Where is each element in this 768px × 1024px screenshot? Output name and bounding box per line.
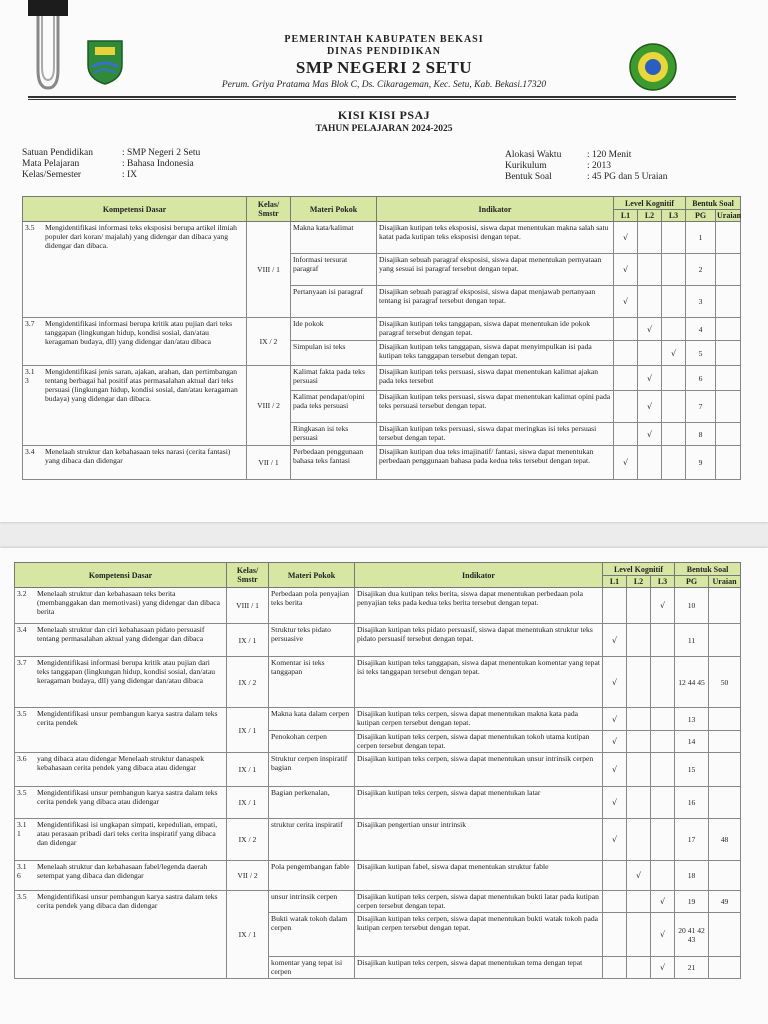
level-l3-cell (651, 588, 675, 624)
kompetensi-dasar-cell (23, 222, 247, 318)
level-l2-cell (638, 254, 662, 286)
level-l2-cell (627, 861, 651, 891)
pg-cell: 20 41 42 43 (675, 913, 709, 957)
header-l1: L1 (614, 210, 638, 222)
grid-table-1 (22, 196, 741, 480)
header-materi-pokok: Materi Pokok (291, 197, 377, 222)
pg-cell: 21 (675, 957, 709, 979)
indikator-cell: Disajikan kutipan teks cerpen, siswa dapat menentukan latar (355, 787, 603, 819)
level-l1-cell (614, 222, 638, 254)
department-name: DINAS PENDIDIKAN (326, 46, 442, 57)
check-mark-icon: √ (646, 324, 653, 334)
header-l3: L3 (662, 210, 686, 222)
academic-year: TAHUN PELAJARAN 2024-2025 (315, 124, 453, 134)
materi-cell: Bagian perkenalan, (269, 787, 355, 819)
level-l2-cell (627, 657, 651, 708)
header-divider-thin (28, 99, 736, 100)
indikator-cell: Disajikan kutipan teks tanggapan, siswa dapat menentukan ide pokok paragraf tersebut dengan tepat. (377, 318, 614, 341)
table-row (23, 446, 741, 480)
kd-text: Mengidentifikasi informasi berupa kritik atau pujian dari teks tanggapan (lingkungan hidup, kondisi sosial, dan/atau keragaman budaya, dll) yang didengar dan/atau dibaca (45, 319, 233, 346)
kd-text: Menelaah struktur dan kebahasaan fabel/legenda daerah setempat yang dibaca dan didengar (37, 862, 208, 880)
indikator-cell: Disajikan kutipan teks eksposisi, siswa dapat menentukan makna salah satu katat pada kutipan teks eksposisi dengan tepat. (377, 222, 614, 254)
header-indikator: Indikator (355, 563, 603, 588)
kd-text: Mengidentifikasi unsur pembangun karya sastra dalam teks cerita pendek (37, 709, 218, 727)
uraian-cell: 49 (709, 891, 741, 913)
level-l3-cell (662, 391, 686, 423)
meta-key: Alokasi Waktu (505, 150, 562, 160)
table-row (15, 787, 741, 819)
uraian-cell (709, 731, 741, 753)
uraian-cell (709, 753, 741, 787)
uraian-cell (716, 423, 741, 446)
level-l2-cell (627, 708, 651, 731)
header-kompetensi-dasar: Kompetensi Dasar (15, 563, 227, 588)
indikator-cell: Disajikan kutipan teks cerpen, siswa dapat menentukan makna kata pada kutipan cerpen tersebut dengan tepat. (355, 708, 603, 731)
materi-cell: Simpulan isi teks (291, 341, 377, 366)
uraian-cell (709, 588, 741, 624)
meta-value: : SMP Negeri 2 Setu (122, 148, 201, 158)
kelas-cell: IX / 1 (227, 708, 269, 753)
level-l1-cell (603, 731, 627, 753)
indikator-cell: Disajikan kutipan teks tanggapan, siswa dapat menentukan komentar yang tepat isi teks tanggapan tersebut dengan tepat. (355, 657, 603, 708)
level-l2-cell (627, 819, 651, 861)
pg-cell: 2 (686, 254, 716, 286)
level-l3-cell (651, 708, 675, 731)
level-l3-cell (651, 819, 675, 861)
kd-text: yang dibaca atau didengar Menelaah struktur danaspek kebahasaan cerita pendek yang dibaca atau didengar (37, 754, 204, 772)
kelas-cell: IX / 1 (227, 624, 269, 657)
indikator-cell: Disajikan kutipan teks persuasi, siswa dapat meringkas isi teks persuasi tersebut dengan tepat. (377, 423, 614, 446)
check-mark-icon: √ (646, 402, 653, 411)
level-l1-cell (614, 446, 638, 480)
header-divider (28, 96, 736, 98)
level-l3-cell (662, 222, 686, 254)
materi-cell: Penokohan cerpen (269, 731, 355, 753)
materi-cell: Informasi tersurat paragraf (291, 254, 377, 286)
kompetensi-dasar-cell (23, 446, 247, 480)
kompetensi-dasar-cell (15, 861, 227, 891)
meta-key: Bentuk Soal (505, 172, 552, 182)
materi-cell: Kalimat fakta pada teks persuasi (291, 366, 377, 391)
pg-cell: 14 (675, 731, 709, 753)
check-mark-icon: √ (659, 897, 666, 906)
uraian-cell (716, 286, 741, 318)
header-l3: L3 (651, 576, 675, 588)
header-uraian: Uraian (717, 211, 742, 220)
kd-text: Mengidentifikasi unsur pembangun karya sastra dalam teks cerita pendek yang dibaca atau didengar (37, 788, 218, 806)
materi-cell: Komentar isi teks tanggapan (269, 657, 355, 708)
pg-cell: 7 (686, 391, 716, 423)
meta-value: : Bahasa Indonesia (122, 159, 194, 169)
kd-number: 3.1 1 (17, 820, 27, 838)
materi-cell: Struktur cerpen inspiratif bagian (269, 753, 355, 787)
kd-text: Mengidentifikasi isi ungkapan simpati, kepedulian, empati, atau perasaan pribadi dari teks cerita inspiratif yang dibaca dan didengar (37, 820, 218, 847)
indikator-cell: Disajikan kutipan teks pidato persuasif, siswa dapat menentukan struktur teks pidato persuasif tersebut dengan tepat. (355, 624, 603, 657)
kd-number: 3.4 (17, 625, 27, 634)
pg-cell: 1 (686, 222, 716, 254)
check-mark-icon: √ (611, 677, 618, 687)
table-row (23, 366, 741, 391)
level-l3-cell (662, 286, 686, 318)
kd-text: Menelaah struktur dan kebahasaan teks berita (membanggakan dan memotivasi) yang didengar dan dibaca berita (37, 589, 221, 616)
kompetensi-dasar-cell (15, 708, 227, 753)
materi-cell: komentar yang tepat isi cerpen (269, 957, 355, 979)
kelas-cell: VIII / 1 (227, 588, 269, 624)
meta-value: : 45 PG dan 5 Uraian (587, 172, 668, 182)
header-kelas: Kelas/ Smstr (247, 197, 291, 222)
level-l1-cell (603, 861, 627, 891)
kd-text: Mengidentifikasi informasi teks eksposisi berupa artikel ilmiah populer dari koran/ majalah) yang didengar dan dibaca yang didengar dan dibaca. (45, 223, 237, 250)
header-indikator: Indikator (377, 197, 614, 222)
uraian-cell (709, 787, 741, 819)
level-l2-cell (627, 753, 651, 787)
level-l3-cell (651, 891, 675, 913)
pg-cell: 5 (686, 341, 716, 366)
level-l1-cell (614, 423, 638, 446)
uraian-cell (709, 861, 741, 891)
school-address: Perum. Griya Pratama Mas Blok C, Ds. Cikarageman, Kec. Setu, Kab. Bekasi.17320 (221, 80, 547, 90)
level-l2-cell (627, 891, 651, 913)
level-l1-cell (614, 318, 638, 341)
document-title: KISI KISI PSAJ (337, 108, 431, 122)
indikator-cell: Disajikan kutipan teks persuasi, siswa dapat menentukan kalimat opini pada teks persuasi tersebut dengan tepat. (377, 391, 614, 423)
level-l3-cell (651, 787, 675, 819)
level-l2-cell (627, 957, 651, 979)
pg-cell: 15 (675, 753, 709, 787)
kelas-cell: VII / 2 (227, 861, 269, 891)
table-row (15, 819, 741, 861)
materi-cell: Makna kata/kalimat (291, 222, 377, 254)
pg-cell: 4 (686, 318, 716, 341)
materi-cell: Kalimat pendapat/opini pada teks persuasi (291, 391, 377, 423)
pg-cell: 19 (675, 891, 709, 913)
meta-right (505, 150, 667, 183)
table-row (15, 657, 741, 708)
government-name: PEMERINTAH KABUPATEN BEKASI (284, 34, 484, 45)
level-l1-cell (603, 708, 627, 731)
materi-cell: struktur cerita inspiratif (269, 819, 355, 861)
pg-cell: 6 (686, 366, 716, 391)
level-l1-cell (614, 341, 638, 366)
check-mark-icon: √ (611, 737, 618, 746)
level-l1-cell (614, 366, 638, 391)
materi-cell: Ringkasan isi teks persuasi (291, 423, 377, 446)
kd-number: 3.7 (25, 319, 35, 328)
level-l3-cell (662, 254, 686, 286)
materi-cell: Ide pokok (291, 318, 377, 341)
level-l1-cell (603, 819, 627, 861)
kompetensi-dasar-cell (15, 588, 227, 624)
kd-text: Mengidentifikasi jenis saran, ajakan, arahan, dan pertimbangan tentang berbagai hal positif atas permasalahan aktual dari teks persuasi (lingkungan hidup, kondisi sosial, dan/atau keragaman budaya) yang didengar dan dibaca. (45, 367, 238, 403)
pg-cell: 8 (686, 423, 716, 446)
uraian-cell (716, 318, 741, 341)
materi-cell: Pertanyaan isi paragraf (291, 286, 377, 318)
meta-value: : 120 Menit (587, 150, 632, 160)
level-l1-cell (603, 753, 627, 787)
pg-cell: 16 (675, 787, 709, 819)
kd-number: 3.4 (25, 447, 35, 456)
kompetensi-dasar-cell (15, 819, 227, 861)
check-mark-icon: √ (611, 714, 618, 724)
kompetensi-dasar-cell (15, 787, 227, 819)
table-row (23, 318, 741, 341)
check-mark-icon: √ (622, 297, 629, 306)
materi-cell: Pola pengembangan fable (269, 861, 355, 891)
uraian-cell (716, 446, 741, 480)
check-mark-icon: √ (670, 348, 677, 358)
header-level-kognitif: Level Kognitif (603, 563, 675, 576)
school-name: SMP NEGERI 2 SETU (295, 58, 473, 77)
check-mark-icon: √ (622, 233, 629, 242)
uraian-cell: 48 (709, 819, 741, 861)
uraian-cell (709, 957, 741, 979)
check-mark-icon: √ (635, 871, 642, 880)
indikator-cell: Disajikan sebuah paragraf eksposisi, siswa dapat menentukan pernyataan yang sesuai isi paragraf tersebut dengan tepat. (377, 254, 614, 286)
materi-cell: unsur intrinsik cerpen (269, 891, 355, 913)
uraian-cell (709, 624, 741, 657)
materi-cell: Perbedaan penggunaan bahasa teks fantasi (291, 446, 377, 480)
meta-key: Satuan Pendidikan (22, 148, 93, 158)
kelas-cell: IX / 1 (227, 753, 269, 787)
check-mark-icon: √ (622, 265, 629, 274)
uraian-cell: 50 (709, 657, 741, 708)
indikator-cell: Disajikan sebuah paragraf eksposisi, siswa dapat menjawab pertanyaan tentang isi paragraf tersebut dengan tepat. (377, 286, 614, 318)
table-row (15, 588, 741, 624)
indikator-cell: Disajikan kutipan teks tanggapan, siswa dapat menyimpulkan isi pada kutipan teks tanggapan tersebut dengan tepat. (377, 341, 614, 366)
level-l2-cell (638, 286, 662, 318)
kompetensi-dasar-cell (15, 657, 227, 708)
meta-key: Kurikulum (505, 161, 547, 171)
level-l2-cell (638, 446, 662, 480)
meta-value: : IX (122, 170, 138, 180)
level-l1-cell (614, 254, 638, 286)
uraian-cell (716, 391, 741, 423)
uraian-cell (716, 341, 741, 366)
materi-cell: Struktur teks pidato persuasive (269, 624, 355, 657)
header-bentuk-soal: Bentuk Soal (686, 197, 741, 210)
kd-number: 3.1 3 (25, 367, 35, 385)
check-mark-icon: √ (611, 635, 618, 645)
header-materi-pokok: Materi Pokok (269, 563, 355, 588)
kd-number: 3.1 6 (17, 862, 27, 880)
level-l3-cell (662, 446, 686, 480)
check-mark-icon: √ (659, 963, 666, 972)
check-mark-icon: √ (659, 601, 666, 610)
uraian-cell (716, 254, 741, 286)
check-mark-icon: √ (611, 798, 618, 807)
level-l3-cell (662, 318, 686, 341)
header-kelas: Kelas/ Smstr (227, 563, 269, 588)
level-l3-cell (651, 913, 675, 957)
meta-key: Mata Pelajaran (22, 159, 80, 169)
uraian-cell (716, 222, 741, 254)
kompetensi-dasar-cell (15, 891, 227, 979)
header-uraian: Uraian (709, 576, 741, 588)
document-page-2 (0, 548, 768, 1024)
kd-text: Menelaah struktur dan ciri kebahasaan pidato persuasif tentang permasalahan aktual yang didengar dan dibaca (37, 625, 205, 643)
header-l1: L1 (603, 576, 627, 588)
pg-cell: 18 (675, 861, 709, 891)
kd-number: 3.2 (17, 589, 27, 598)
pg-cell: 17 (675, 819, 709, 861)
header-bentuk-soal: Bentuk Soal (675, 563, 741, 576)
kompetensi-dasar-cell (23, 366, 247, 446)
level-l3-cell (651, 624, 675, 657)
header-l2: L2 (627, 576, 651, 588)
uraian-cell (716, 366, 741, 391)
table-row (15, 708, 741, 731)
check-mark-icon: √ (646, 373, 653, 383)
meta-value: : 2013 (587, 161, 612, 171)
indikator-cell: Disajikan pengertian unsur intrinsik (355, 819, 603, 861)
level-l1-cell (603, 913, 627, 957)
indikator-cell: Disajikan kutipan fabel, siswa dapat menentukan struktur fable (355, 861, 603, 891)
kd-number: 3.5 (17, 788, 27, 797)
table-row (15, 891, 741, 913)
header-pg: PG (686, 210, 716, 222)
level-l2-cell (638, 366, 662, 391)
kelas-cell: IX / 2 (227, 657, 269, 708)
uraian-cell (709, 708, 741, 731)
kd-number: 3.5 (25, 223, 35, 232)
level-l1-cell (614, 391, 638, 423)
level-l2-cell (638, 341, 662, 366)
level-l1-cell (603, 657, 627, 708)
kd-text: Mengidentifikasi informasi berupa kritik atau pujian dari teks tanggapan (lingkungan hidup, kondisi sosial, dan/atau keragaman budaya, dll) yang didengar dan/atau dibaca (37, 658, 216, 685)
pg-cell: 11 (675, 624, 709, 657)
table-row (23, 222, 741, 254)
kd-number: 3.5 (17, 892, 27, 901)
header-l2: L2 (638, 210, 662, 222)
materi-cell: Bukti watak tokoh dalam cerpen (269, 913, 355, 957)
level-l3-cell (651, 657, 675, 708)
level-l3-cell (662, 341, 686, 366)
level-l3-cell (662, 366, 686, 391)
table-row (15, 753, 741, 787)
level-l2-cell (627, 624, 651, 657)
level-l1-cell (603, 787, 627, 819)
materi-cell: Makna kata dalam cerpen (269, 708, 355, 731)
level-l2-cell (638, 318, 662, 341)
level-l2-cell (627, 913, 651, 957)
kd-number: 3.7 (17, 658, 27, 667)
pg-cell: 13 (675, 708, 709, 731)
kelas-cell: IX / 2 (247, 318, 291, 366)
check-mark-icon: √ (646, 429, 653, 439)
kd-number: 3.6 (17, 754, 27, 763)
grid-table-2 (14, 562, 741, 979)
kelas-cell: VIII / 1 (247, 222, 291, 318)
indikator-cell: Disajikan kutipan teks persuasi, siswa dapat menentukan kalimat ajakan pada teks tersebut (377, 366, 614, 391)
pg-cell: 12 44 45 (675, 657, 709, 708)
indikator-cell: Disajikan kutipan teks cerpen, siswa dapat menentukan bukti watak tokoh pada kutipan cerpen tersebut dengan tepat. (355, 913, 603, 957)
level-l1-cell (614, 286, 638, 318)
level-l3-cell (651, 861, 675, 891)
kelas-cell: IX / 2 (227, 819, 269, 861)
level-l1-cell (603, 624, 627, 657)
kd-number: 3.5 (17, 709, 27, 718)
kelas-cell: VIII / 2 (247, 366, 291, 446)
kompetensi-dasar-cell (23, 318, 247, 366)
level-l3-cell (651, 731, 675, 753)
pg-cell: 10 (675, 588, 709, 624)
check-mark-icon: √ (622, 458, 629, 467)
header-pg: PG (675, 576, 709, 588)
check-mark-icon: √ (659, 930, 666, 939)
level-l2-cell (638, 391, 662, 423)
level-l3-cell (662, 423, 686, 446)
kompetensi-dasar-cell (15, 753, 227, 787)
kelas-cell: VII / 1 (247, 446, 291, 480)
table-row (15, 624, 741, 657)
header-kompetensi-dasar: Kompetensi Dasar (23, 197, 247, 222)
level-l1-cell (603, 891, 627, 913)
check-mark-icon: √ (611, 835, 618, 844)
level-l1-cell (603, 957, 627, 979)
indikator-cell: Disajikan kutipan teks cerpen, siswa dapat menentukan unsur intrinsik cerpen (355, 753, 603, 787)
kd-text: Menelaah struktur dan kebahasaan teks narasi (cerita fantasi) yang dibaca dan didengar (45, 447, 231, 465)
pg-cell: 3 (686, 286, 716, 318)
kd-text: Mengidentifikasi unsur pembangun karya sastra dalam teks cerita pendek yang dibaca dan didengar (37, 892, 218, 910)
kelas-cell: IX / 1 (227, 891, 269, 979)
level-l2-cell (638, 222, 662, 254)
indikator-cell: Disajikan kutipan teks cerpen, siswa dapat menentukan tokoh utama kutipan cerpen tersebut dengan tepat. (355, 731, 603, 753)
indikator-cell: Disajikan kutipan teks cerpen, siswa dapat menentukan tema dengan tepat (355, 957, 603, 979)
indikator-cell: Disajikan dua kutipan teks berita, siswa dapat menentukan perbedaan pola penyajian teks pada kedua teks berita tersebut dengan tepat. (355, 588, 603, 624)
kompetensi-dasar-cell (15, 624, 227, 657)
meta-key: Kelas/Semester (22, 170, 82, 180)
indikator-cell: Disajikan kutipan dua teks imajinatif/ fantasi, siswa dapat menentukan perbedaan penggunaan bahasa pada kedua teks tersebut dengan tepat. (377, 446, 614, 480)
meta-left (22, 148, 200, 181)
check-mark-icon: √ (611, 765, 618, 774)
level-l1-cell (603, 588, 627, 624)
table-row (15, 861, 741, 891)
level-l2-cell (638, 423, 662, 446)
level-l3-cell (651, 957, 675, 979)
level-l2-cell (627, 787, 651, 819)
level-l2-cell (627, 588, 651, 624)
header-level-kognitif: Level Kognitif (614, 197, 686, 210)
pg-cell: 9 (686, 446, 716, 480)
level-l2-cell (627, 731, 651, 753)
indikator-cell: Disajikan kutipan teks cerpen, siswa dapat menentukan bukti latar pada kutipan cerpen tersebut dengan tepat. (355, 891, 603, 913)
uraian-cell (709, 913, 741, 957)
level-l3-cell (651, 753, 675, 787)
kelas-cell: IX / 1 (227, 787, 269, 819)
materi-cell: Perbedaan pola penyajian teks berita (269, 588, 355, 624)
